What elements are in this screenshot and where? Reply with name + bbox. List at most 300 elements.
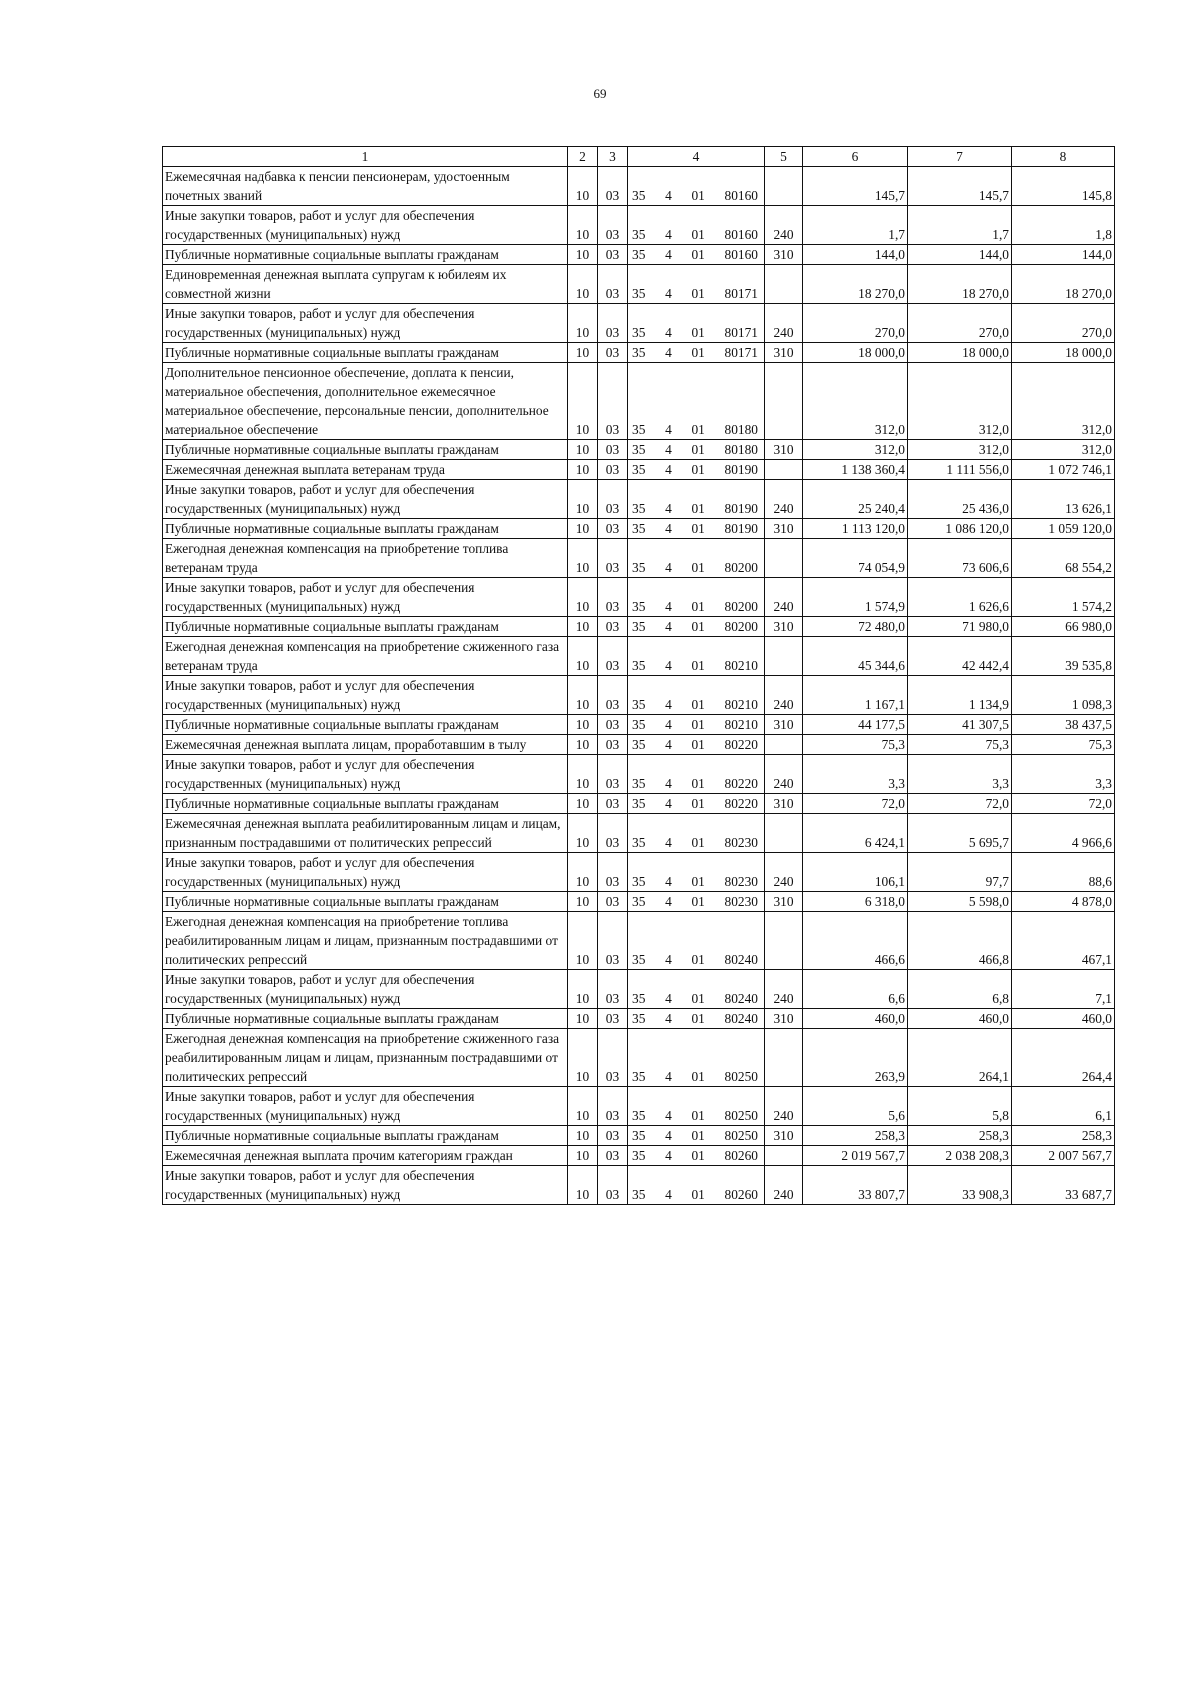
section-code-cell: 10 [568, 578, 598, 617]
program-code-cell [628, 853, 765, 892]
program-code-part: 01 [691, 619, 705, 634]
section-code-cell: 10 [568, 519, 598, 539]
expense-type-cell [765, 1029, 803, 1087]
program-code-part: 80171 [724, 286, 758, 301]
program-code-part: 35 [632, 1011, 646, 1026]
amount-year1-cell: 74 054,9 [803, 539, 908, 578]
amount-year2-cell: 5 695,7 [908, 814, 1012, 853]
program-code-cell [628, 343, 765, 363]
program-code-cell [628, 1029, 765, 1087]
expense-type-cell: 310 [765, 794, 803, 814]
amount-year3-cell: 1 072 746,1 [1012, 460, 1115, 480]
program-code-part: 35 [632, 1148, 646, 1163]
section-code-cell: 10 [568, 912, 598, 970]
program-code-cell [628, 167, 765, 206]
program-code-cell [628, 440, 765, 460]
expense-type-cell: 310 [765, 715, 803, 735]
program-code-part: 01 [691, 462, 705, 477]
program-code-part: 35 [632, 599, 646, 614]
program-code-part: 35 [632, 560, 646, 575]
program-code-part: 80180 [724, 442, 758, 457]
program-code-part: 80200 [724, 619, 758, 634]
amount-year1-cell: 2 019 567,7 [803, 1146, 908, 1166]
amount-year1-cell: 263,9 [803, 1029, 908, 1087]
amount-year3-cell: 1 098,3 [1012, 676, 1115, 715]
program-code-part: 80190 [724, 501, 758, 516]
program-code-part: 4 [665, 776, 672, 791]
row-name-cell: Публичные нормативные социальные выплаты гражданам [163, 1126, 568, 1146]
program-code-part: 35 [632, 442, 646, 457]
amount-year3-cell: 4 966,6 [1012, 814, 1115, 853]
amount-year3-cell: 18 000,0 [1012, 343, 1115, 363]
subsection-code-cell: 03 [598, 794, 628, 814]
program-code-part: 4 [665, 874, 672, 889]
program-code-part: 35 [632, 991, 646, 1006]
subsection-code-cell: 03 [598, 912, 628, 970]
table-row [163, 460, 1115, 480]
program-code-cell [628, 206, 765, 245]
program-code-part: 35 [632, 619, 646, 634]
section-code-cell: 10 [568, 1009, 598, 1029]
amount-year2-cell: 145,7 [908, 167, 1012, 206]
program-code-part: 4 [665, 796, 672, 811]
program-code-part: 4 [665, 560, 672, 575]
table-row [163, 1146, 1115, 1166]
program-code-part: 4 [665, 952, 672, 967]
section-code-cell: 10 [568, 1029, 598, 1087]
amount-year2-cell: 73 606,6 [908, 539, 1012, 578]
amount-year1-cell: 3,3 [803, 755, 908, 794]
program-code-cell [628, 519, 765, 539]
subsection-code-cell: 03 [598, 814, 628, 853]
amount-year1-cell: 25 240,4 [803, 480, 908, 519]
program-code-part: 4 [665, 1128, 672, 1143]
table-body [163, 147, 1115, 1205]
amount-year2-cell: 2 038 208,3 [908, 1146, 1012, 1166]
table-row [163, 617, 1115, 637]
subsection-code-cell: 03 [598, 480, 628, 519]
program-code-part: 01 [691, 835, 705, 850]
expense-type-cell: 240 [765, 970, 803, 1009]
program-code-part: 80260 [724, 1148, 758, 1163]
row-name-cell: Ежегодная денежная компенсация на приобретение топлива ветеранам труда [163, 539, 568, 578]
subsection-code-cell: 03 [598, 970, 628, 1009]
amount-year2-cell: 144,0 [908, 245, 1012, 265]
amount-year3-cell: 460,0 [1012, 1009, 1115, 1029]
table-row [163, 440, 1115, 460]
program-code-part: 01 [691, 442, 705, 457]
amount-year2-cell: 270,0 [908, 304, 1012, 343]
amount-year3-cell: 467,1 [1012, 912, 1115, 970]
row-name-cell: Ежемесячная денежная выплата лицам, проработавшим в тылу [163, 735, 568, 755]
section-code-cell: 10 [568, 617, 598, 637]
amount-year1-cell: 106,1 [803, 853, 908, 892]
budget-table [162, 146, 1115, 1205]
amount-year3-cell: 88,6 [1012, 853, 1115, 892]
expense-type-cell: 240 [765, 1166, 803, 1205]
amount-year2-cell: 1,7 [908, 206, 1012, 245]
amount-year2-cell: 258,3 [908, 1126, 1012, 1146]
subsection-code-cell: 03 [598, 539, 628, 578]
amount-year1-cell: 258,3 [803, 1126, 908, 1146]
program-code-cell [628, 363, 765, 440]
program-code-part: 4 [665, 442, 672, 457]
program-code-cell [628, 304, 765, 343]
program-code-cell [628, 970, 765, 1009]
subsection-code-cell: 03 [598, 735, 628, 755]
amount-year2-cell: 312,0 [908, 363, 1012, 440]
subsection-code-cell: 03 [598, 676, 628, 715]
program-code-part: 80210 [724, 697, 758, 712]
program-code-cell [628, 1087, 765, 1126]
amount-year2-cell: 1 086 120,0 [908, 519, 1012, 539]
amount-year1-cell: 312,0 [803, 363, 908, 440]
program-code-cell [628, 637, 765, 676]
amount-year2-cell: 466,8 [908, 912, 1012, 970]
program-code-cell [628, 892, 765, 912]
table-row [163, 1009, 1115, 1029]
program-code-part: 01 [691, 991, 705, 1006]
program-code-part: 35 [632, 325, 646, 340]
program-code-part: 4 [665, 717, 672, 732]
program-code-cell [628, 245, 765, 265]
table-row [163, 363, 1115, 440]
program-code-part: 35 [632, 501, 646, 516]
program-code-part: 35 [632, 952, 646, 967]
expense-type-cell [765, 814, 803, 853]
program-code-part: 01 [691, 227, 705, 242]
column-header: 5 [765, 147, 803, 167]
program-code-cell [628, 1146, 765, 1166]
table-row [163, 912, 1115, 970]
expense-type-cell: 310 [765, 1009, 803, 1029]
program-code-cell [628, 912, 765, 970]
row-name-cell: Иные закупки товаров, работ и услуг для обеспечения государственных (муниципальных) нужд [163, 480, 568, 519]
amount-year2-cell: 5,8 [908, 1087, 1012, 1126]
section-code-cell: 10 [568, 853, 598, 892]
expense-type-cell: 240 [765, 480, 803, 519]
program-code-part: 80250 [724, 1128, 758, 1143]
amount-year1-cell: 1 167,1 [803, 676, 908, 715]
amount-year2-cell: 264,1 [908, 1029, 1012, 1087]
amount-year1-cell: 33 807,7 [803, 1166, 908, 1205]
row-name-cell: Публичные нормативные социальные выплаты гражданам [163, 1009, 568, 1029]
program-code-cell [628, 480, 765, 519]
section-code-cell: 10 [568, 363, 598, 440]
section-code-cell: 10 [568, 814, 598, 853]
program-code-cell [628, 755, 765, 794]
program-code-part: 4 [665, 521, 672, 536]
program-code-part: 80240 [724, 991, 758, 1006]
program-code-part: 80160 [724, 227, 758, 242]
subsection-code-cell: 03 [598, 1166, 628, 1205]
program-code-part: 4 [665, 462, 672, 477]
program-code-part: 80160 [724, 188, 758, 203]
amount-year3-cell: 1 059 120,0 [1012, 519, 1115, 539]
amount-year3-cell: 1,8 [1012, 206, 1115, 245]
section-code-cell: 10 [568, 440, 598, 460]
program-code-part: 35 [632, 835, 646, 850]
program-code-part: 80210 [724, 658, 758, 673]
subsection-code-cell: 03 [598, 265, 628, 304]
amount-year2-cell: 18 000,0 [908, 343, 1012, 363]
amount-year2-cell: 312,0 [908, 440, 1012, 460]
amount-year1-cell: 5,6 [803, 1087, 908, 1126]
expense-type-cell [765, 539, 803, 578]
program-code-part: 35 [632, 1108, 646, 1123]
row-name-cell: Ежегодная денежная компенсация на приобретение сжиженного газа реабилитированным лицам и лицам, признанным пострадавшими от политических репрессий [163, 1029, 568, 1087]
table-row [163, 167, 1115, 206]
program-code-part: 35 [632, 247, 646, 262]
program-code-part: 4 [665, 835, 672, 850]
subsection-code-cell: 03 [598, 206, 628, 245]
program-code-part: 35 [632, 462, 646, 477]
program-code-part: 35 [632, 894, 646, 909]
table-row [163, 637, 1115, 676]
amount-year2-cell: 1 626,6 [908, 578, 1012, 617]
program-code-part: 4 [665, 894, 672, 909]
program-code-part: 4 [665, 658, 672, 673]
expense-type-cell: 240 [765, 1087, 803, 1126]
program-code-part: 35 [632, 1187, 646, 1202]
program-code-part: 01 [691, 1187, 705, 1202]
program-code-part: 01 [691, 874, 705, 889]
amount-year3-cell: 264,4 [1012, 1029, 1115, 1087]
program-code-part: 01 [691, 599, 705, 614]
row-name-cell: Иные закупки товаров, работ и услуг для обеспечения государственных (муниципальных) нужд [163, 853, 568, 892]
amount-year1-cell: 45 344,6 [803, 637, 908, 676]
table-row [163, 304, 1115, 343]
table-row [163, 1166, 1115, 1205]
amount-year3-cell: 18 270,0 [1012, 265, 1115, 304]
program-code-part: 01 [691, 796, 705, 811]
program-code-part: 4 [665, 422, 672, 437]
row-name-cell: Ежегодная денежная компенсация на приобретение топлива реабилитированным лицам и лицам, признанным пострадавшими от политических репрессий [163, 912, 568, 970]
program-code-part: 35 [632, 737, 646, 752]
program-code-cell [628, 676, 765, 715]
subsection-code-cell: 03 [598, 460, 628, 480]
program-code-part: 01 [691, 1108, 705, 1123]
amount-year3-cell: 33 687,7 [1012, 1166, 1115, 1205]
row-name-cell: Публичные нормативные социальные выплаты гражданам [163, 245, 568, 265]
amount-year3-cell: 38 437,5 [1012, 715, 1115, 735]
amount-year1-cell: 6 424,1 [803, 814, 908, 853]
expense-type-cell: 240 [765, 578, 803, 617]
amount-year2-cell: 41 307,5 [908, 715, 1012, 735]
program-code-cell [628, 539, 765, 578]
program-code-part: 4 [665, 227, 672, 242]
amount-year2-cell: 3,3 [908, 755, 1012, 794]
program-code-part: 01 [691, 501, 705, 516]
program-code-part: 4 [665, 1187, 672, 1202]
program-code-part: 01 [691, 1069, 705, 1084]
program-code-part: 80190 [724, 462, 758, 477]
amount-year2-cell: 25 436,0 [908, 480, 1012, 519]
amount-year3-cell: 66 980,0 [1012, 617, 1115, 637]
program-code-part: 4 [665, 247, 672, 262]
section-code-cell: 10 [568, 304, 598, 343]
expense-type-cell [765, 912, 803, 970]
amount-year2-cell: 33 908,3 [908, 1166, 1012, 1205]
page-number: 69 [593, 86, 607, 101]
amount-year3-cell: 13 626,1 [1012, 480, 1115, 519]
section-code-cell: 10 [568, 794, 598, 814]
program-code-part: 4 [665, 1148, 672, 1163]
amount-year1-cell: 312,0 [803, 440, 908, 460]
expense-type-cell: 310 [765, 245, 803, 265]
amount-year2-cell: 1 134,9 [908, 676, 1012, 715]
section-code-cell: 10 [568, 637, 598, 676]
expense-type-cell: 310 [765, 617, 803, 637]
section-code-cell: 10 [568, 676, 598, 715]
table-row [163, 343, 1115, 363]
table-row [163, 892, 1115, 912]
amount-year3-cell: 258,3 [1012, 1126, 1115, 1146]
table-row [163, 970, 1115, 1009]
amount-year1-cell: 72 480,0 [803, 617, 908, 637]
program-code-part: 4 [665, 188, 672, 203]
section-code-cell: 10 [568, 245, 598, 265]
program-code-part: 80200 [724, 560, 758, 575]
expense-type-cell: 240 [765, 676, 803, 715]
table-row [163, 715, 1115, 735]
subsection-code-cell: 03 [598, 167, 628, 206]
program-code-part: 4 [665, 1011, 672, 1026]
amount-year3-cell: 7,1 [1012, 970, 1115, 1009]
program-code-part: 01 [691, 325, 705, 340]
program-code-part: 01 [691, 560, 705, 575]
subsection-code-cell: 03 [598, 440, 628, 460]
amount-year3-cell: 72,0 [1012, 794, 1115, 814]
section-code-cell: 10 [568, 1146, 598, 1166]
amount-year2-cell: 72,0 [908, 794, 1012, 814]
amount-year2-cell: 42 442,4 [908, 637, 1012, 676]
amount-year1-cell: 18 000,0 [803, 343, 908, 363]
column-header: 2 [568, 147, 598, 167]
program-code-part: 80230 [724, 894, 758, 909]
expense-type-cell [765, 637, 803, 676]
table-row [163, 676, 1115, 715]
amount-year2-cell: 97,7 [908, 853, 1012, 892]
program-code-cell [628, 1009, 765, 1029]
row-name-cell: Ежемесячная денежная выплата ветеранам труда [163, 460, 568, 480]
subsection-code-cell: 03 [598, 755, 628, 794]
section-code-cell: 10 [568, 715, 598, 735]
expense-type-cell: 310 [765, 1126, 803, 1146]
program-code-part: 01 [691, 286, 705, 301]
program-code-part: 4 [665, 1108, 672, 1123]
section-code-cell: 10 [568, 1126, 598, 1146]
section-code-cell: 10 [568, 1087, 598, 1126]
amount-year2-cell: 5 598,0 [908, 892, 1012, 912]
program-code-part: 80230 [724, 835, 758, 850]
amount-year1-cell: 75,3 [803, 735, 908, 755]
subsection-code-cell: 03 [598, 1029, 628, 1087]
program-code-part: 35 [632, 697, 646, 712]
expense-type-cell: 240 [765, 304, 803, 343]
table-row [163, 1087, 1115, 1126]
program-code-cell [628, 715, 765, 735]
amount-year1-cell: 44 177,5 [803, 715, 908, 735]
subsection-code-cell: 03 [598, 637, 628, 676]
amount-year2-cell: 75,3 [908, 735, 1012, 755]
subsection-code-cell: 03 [598, 343, 628, 363]
row-name-cell: Ежемесячная денежная выплата прочим категориям граждан [163, 1146, 568, 1166]
amount-year3-cell: 145,8 [1012, 167, 1115, 206]
program-code-part: 01 [691, 776, 705, 791]
column-header: 8 [1012, 147, 1115, 167]
table-row [163, 1029, 1115, 1087]
program-code-part: 80171 [724, 325, 758, 340]
section-code-cell: 10 [568, 265, 598, 304]
section-code-cell: 10 [568, 343, 598, 363]
amount-year3-cell: 312,0 [1012, 440, 1115, 460]
row-name-cell: Иные закупки товаров, работ и услуг для обеспечения государственных (муниципальных) нужд [163, 1087, 568, 1126]
program-code-part: 35 [632, 717, 646, 732]
program-code-part: 35 [632, 227, 646, 242]
program-code-part: 80220 [724, 796, 758, 811]
amount-year3-cell: 1 574,2 [1012, 578, 1115, 617]
row-name-cell: Ежемесячная денежная выплата реабилитированным лицам и лицам, признанным пострадавшими от политических репрессий [163, 814, 568, 853]
expense-type-cell: 240 [765, 755, 803, 794]
column-header: 4 [628, 147, 765, 167]
program-code-part: 35 [632, 658, 646, 673]
program-code-part: 35 [632, 874, 646, 889]
section-code-cell: 10 [568, 755, 598, 794]
amount-year2-cell: 460,0 [908, 1009, 1012, 1029]
amount-year2-cell: 6,8 [908, 970, 1012, 1009]
amount-year1-cell: 18 270,0 [803, 265, 908, 304]
program-code-part: 01 [691, 658, 705, 673]
program-code-part: 01 [691, 345, 705, 360]
expense-type-cell: 240 [765, 206, 803, 245]
program-code-part: 4 [665, 991, 672, 1006]
program-code-part: 4 [665, 619, 672, 634]
program-code-part: 80220 [724, 776, 758, 791]
program-code-part: 4 [665, 345, 672, 360]
expense-type-cell [765, 1146, 803, 1166]
program-code-part: 01 [691, 247, 705, 262]
program-code-part: 01 [691, 1128, 705, 1143]
subsection-code-cell: 03 [598, 1126, 628, 1146]
program-code-part: 80210 [724, 717, 758, 732]
row-name-cell: Публичные нормативные социальные выплаты гражданам [163, 892, 568, 912]
amount-year3-cell: 75,3 [1012, 735, 1115, 755]
program-code-part: 01 [691, 422, 705, 437]
subsection-code-cell: 03 [598, 363, 628, 440]
subsection-code-cell: 03 [598, 1146, 628, 1166]
program-code-part: 01 [691, 1011, 705, 1026]
table-row [163, 853, 1115, 892]
section-code-cell: 10 [568, 167, 598, 206]
program-code-part: 4 [665, 599, 672, 614]
section-code-cell: 10 [568, 539, 598, 578]
program-code-part: 35 [632, 286, 646, 301]
program-code-part: 35 [632, 521, 646, 536]
program-code-cell [628, 794, 765, 814]
amount-year3-cell: 144,0 [1012, 245, 1115, 265]
expense-type-cell: 310 [765, 519, 803, 539]
expense-type-cell [765, 265, 803, 304]
row-name-cell: Иные закупки товаров, работ и услуг для обеспечения государственных (муниципальных) нужд [163, 1166, 568, 1205]
table-row [163, 519, 1115, 539]
program-code-cell [628, 265, 765, 304]
table-row [163, 794, 1115, 814]
program-code-part: 35 [632, 188, 646, 203]
subsection-code-cell: 03 [598, 617, 628, 637]
program-code-cell [628, 617, 765, 637]
program-code-part: 80240 [724, 952, 758, 967]
